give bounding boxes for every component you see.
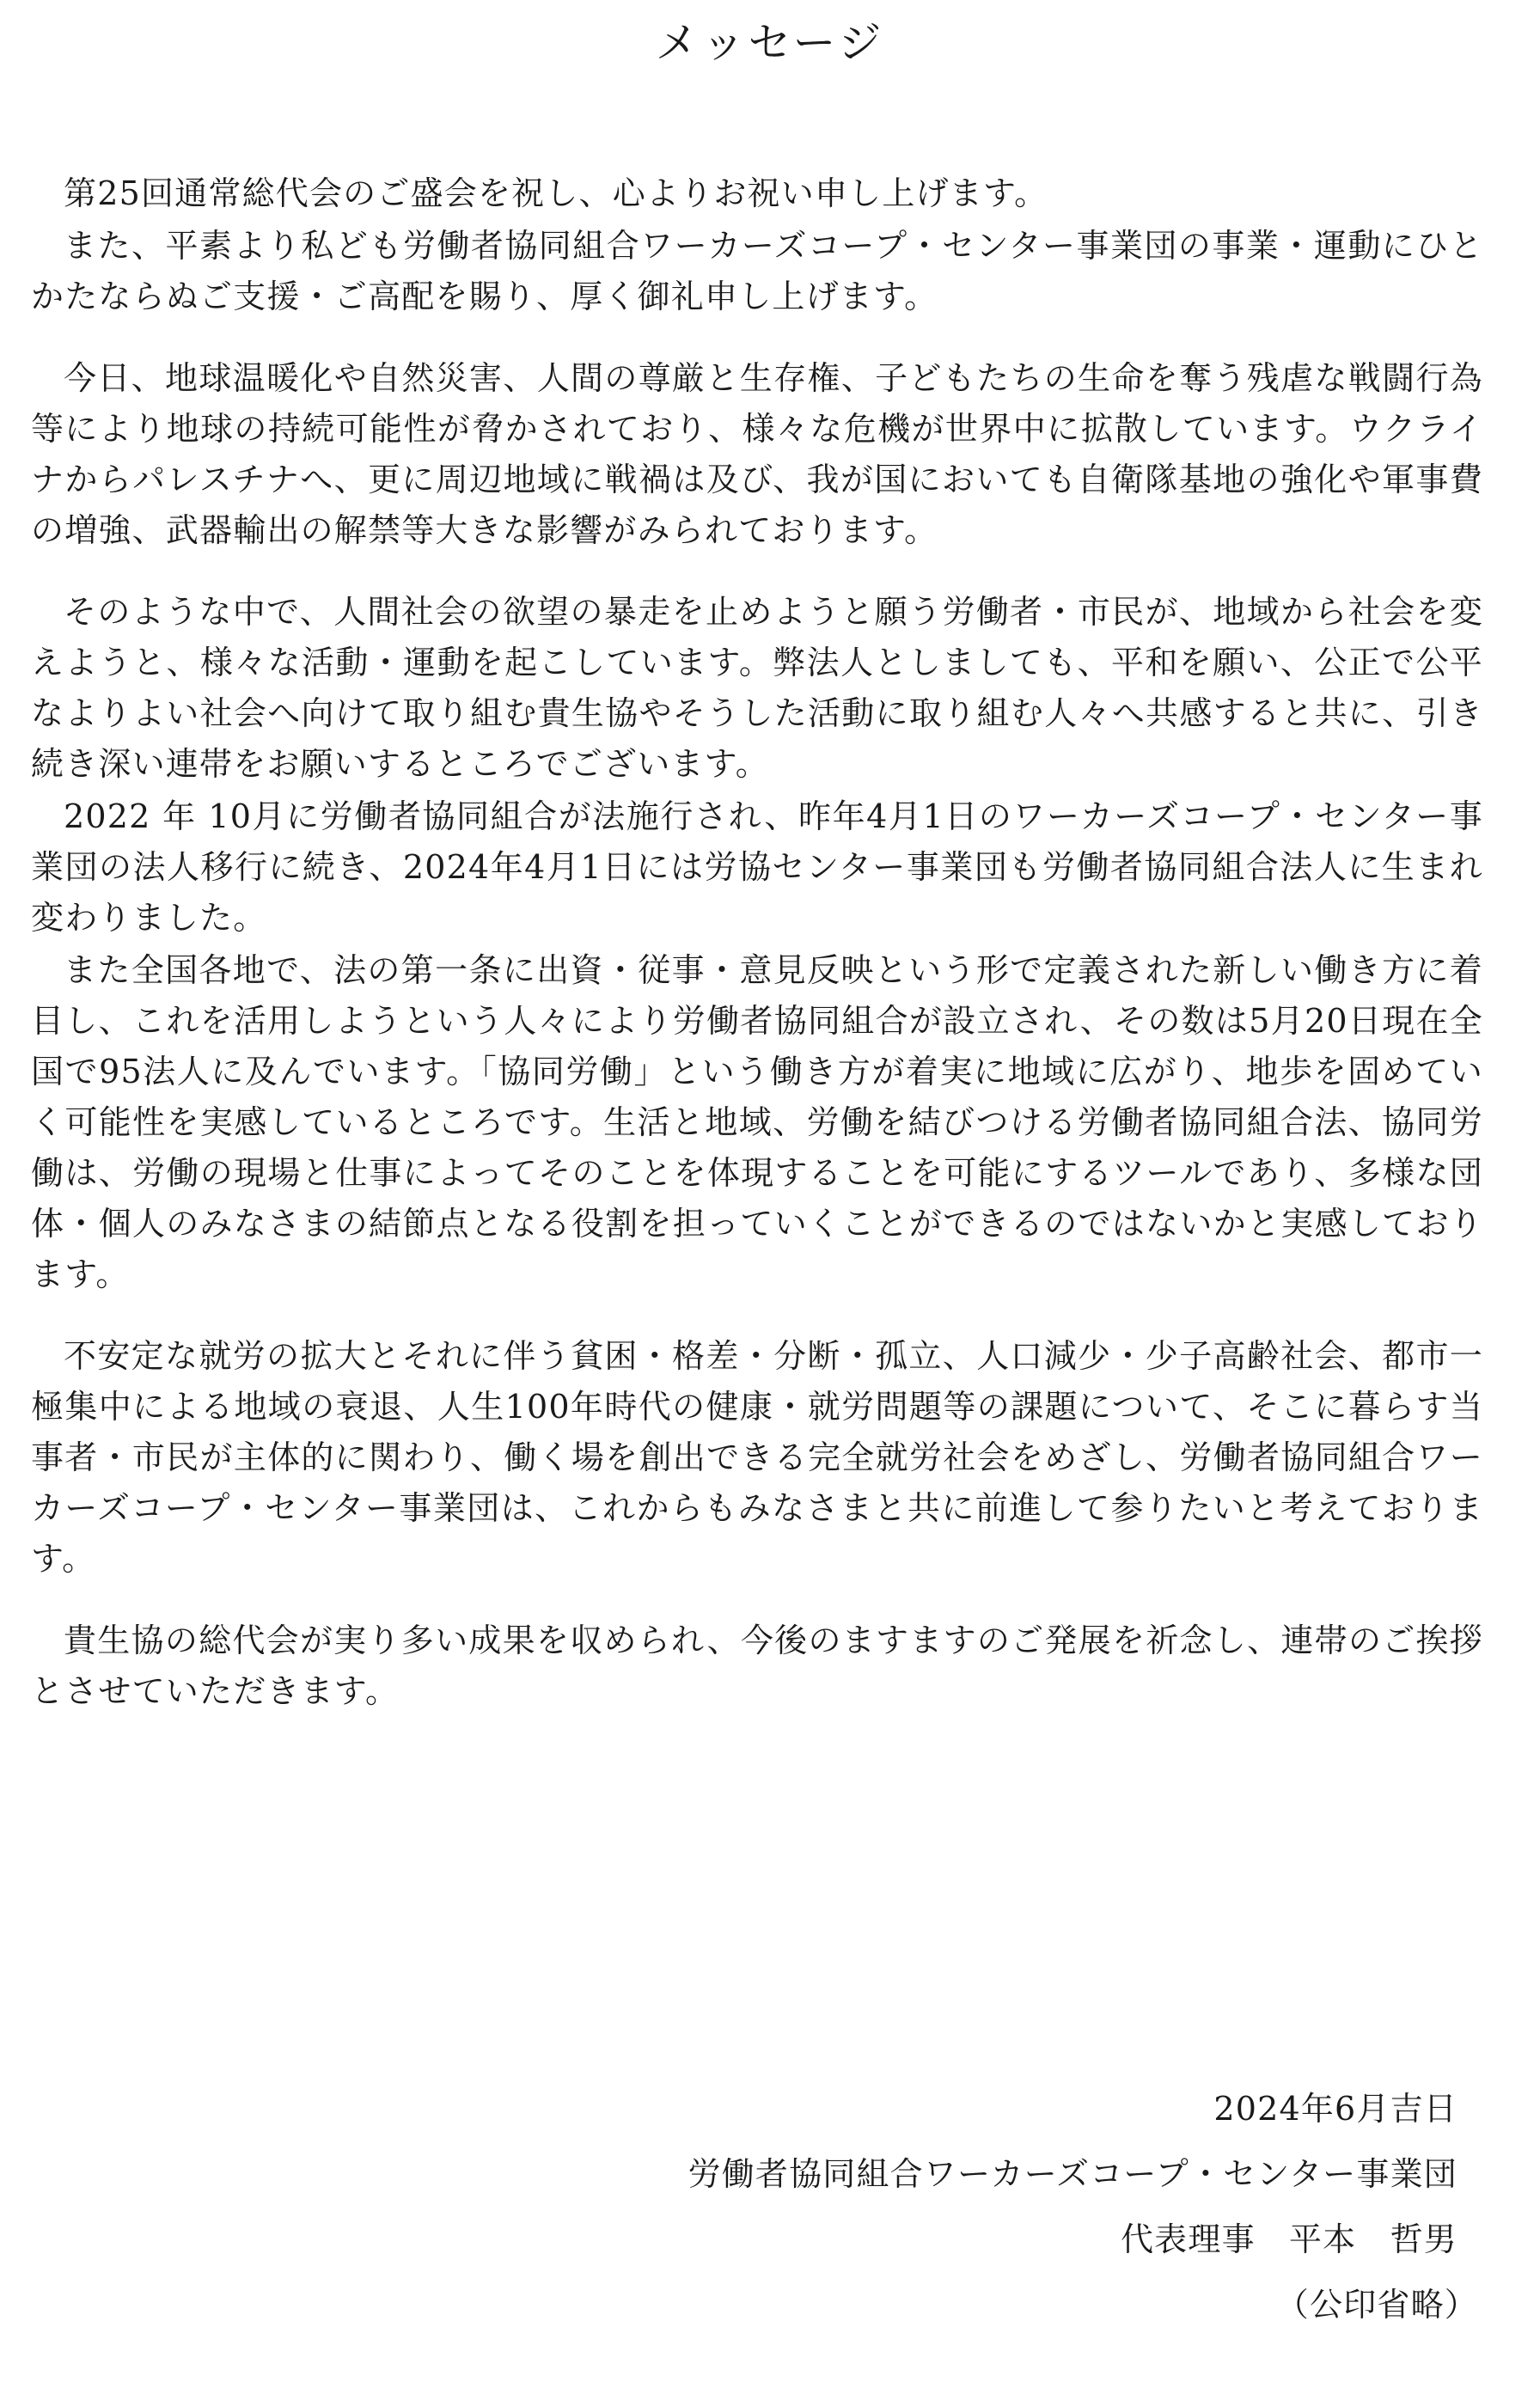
paragraph-closing-wishes: 貴生協の総代会が実り多い成果を収められ、今後のますますのご発展を祈念し、連帯のご挨拶とさせていただきます。 bbox=[31, 1622, 1483, 1710]
signatory: 代表理事 平本 哲男 bbox=[1120, 2220, 1458, 2258]
paragraph-social-issues: 不安定な就労の拡大とそれに伴う貧困・格差・分断・孤立、人口減少・少子高齢社会、都市一極集中による地域の衰退、人生100年時代の健康・就労問題等の課題について、そこに暮らす当事者・市民が主体的に関わり、働く場を創出できる完全就労社会をめざし、労働者協同組合ワーカーズコープ・センター事業団は、これからもみなさまと共に前進して参りたいと考えております。 bbox=[31, 1337, 1483, 1578]
paragraph-law-enforcement: 2022 年 10月に労働者協同組合が法施行され、昨年4月1日のワーカーズコープ・センター事業団の法人移行に続き、2024年4月1日には労協センター事業団も労働者協同組合法人に生まれ変わりました。 bbox=[31, 797, 1483, 937]
paragraph-greeting: 第25回通常総代会のご盛会を祝し、心よりお祝い申し上げます。 bbox=[64, 174, 1048, 212]
page-title: メッセージ bbox=[655, 18, 885, 68]
closing-block bbox=[688, 2076, 1478, 2337]
paragraph-world-situation: 今日、地球温暖化や自然災害、人間の尊厳と生存権、子どもたちの生命を奪う残虐な戦闘行為等により地球の持続可能性が脅かされており、様々な危機が世界中に拡散しています。ウクライナからパレスチナへ、更に周辺地域に戦禍は及び、我が国においても自衛隊基地の強化や軍事費の増強、武器輸出の解禁等大きな影響がみられております。 bbox=[31, 359, 1483, 549]
letter-date: 2024年6月吉日 bbox=[1213, 2090, 1458, 2128]
paragraph-cooperative-work: また全国各地で、法の第一条に出資・従事・意見反映という形で定義された新しい働き方に着目し、これを活用しようという人々により労働者協同組合が設立され、その数は5月20日現在全国で95法人に及んでいます。「協同労働」という働き方が着実に地域に広がり、地歩を固めていく可能性を実感しているところです。生活と地域、労働を結びつける労働者協同組合法、協同労働は、労働の現場と仕事によってそのことを体現することを可能にするツールであり、多様な団体・個人のみなさまの結節点となる役割を担っていくことができるのではないかと実感しております。 bbox=[31, 951, 1483, 1293]
paragraph-social-movement: そのような中で、人間社会の欲望の暴走を止めようと願う労働者・市民が、地域から社会を変えようと、様々な活動・運動を起こしています。弊法人としましても、平和を願い、公正で公平なよりよい社会へ向けて取り組む貴生協やそうした活動に取り組む人々へ共感すると共に、引き続き深い連帯をお願いするところでございます。 bbox=[31, 593, 1483, 783]
letter-body bbox=[31, 168, 1483, 1717]
seal-note: （公印省略） bbox=[1275, 2286, 1478, 2324]
organization-name: 労働者協同組合ワーカーズコープ・センター事業団 bbox=[688, 2155, 1458, 2193]
paragraph-thanks: また、平素より私ども労働者協同組合ワーカーズコープ・センター事業団の事業・運動にひとかたならぬご支援・ご高配を賜り、厚く御礼申し上げます。 bbox=[31, 227, 1483, 315]
